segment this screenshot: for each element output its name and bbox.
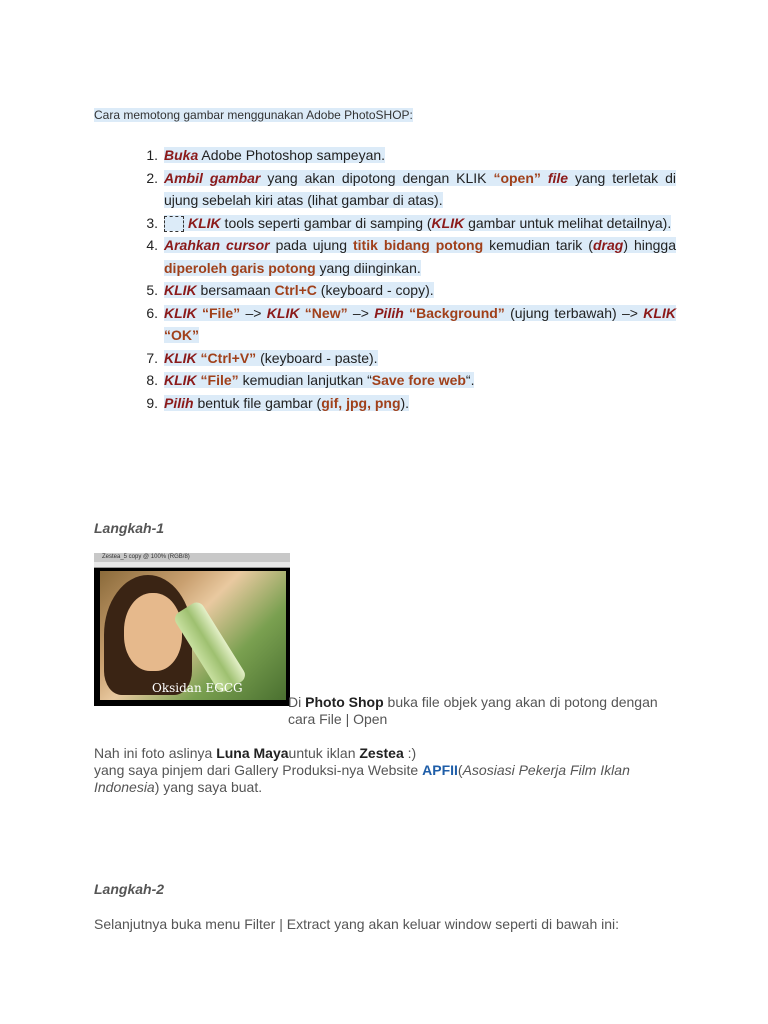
step-text: yang terletak di ujung sebelah kiri atas (lihat gambar di atas). [164, 169, 676, 208]
step-number: 8. [146, 372, 158, 388]
list-item [120, 369, 676, 392]
list-item [120, 392, 676, 415]
list-item [120, 212, 676, 235]
step-keyword: Ctrl+C [274, 282, 317, 298]
step-keyword: KLIK [164, 304, 197, 321]
step-keyword: titik bidang potong [352, 237, 484, 253]
list-item [120, 167, 676, 212]
photo-window-title: Zestea_5 copy @ 100% (RGB/8) [94, 553, 290, 562]
step-number: 9. [146, 394, 158, 411]
step-number: 6. [146, 304, 158, 321]
list-item [120, 144, 676, 167]
text-italic: Asosiasi Pekerja Film Iklan Indonesia [94, 762, 630, 795]
step-keyword: Ambil gambar [164, 169, 261, 186]
step-keyword: “OK” [164, 327, 199, 343]
step-keyword: KLIK [431, 214, 465, 231]
list-item [120, 234, 676, 279]
step-number: 3. [146, 214, 158, 231]
marquee-tool-icon [164, 216, 184, 232]
photo-face [124, 593, 182, 671]
text: Nah ini foto aslinya [94, 745, 217, 761]
step-keyword: “open” [493, 169, 541, 186]
step-number: 7. [146, 349, 158, 366]
step-keyword: KLIK [164, 372, 197, 388]
text-bold: Photo Shop [305, 694, 384, 710]
text-bold: Zestea [359, 745, 404, 761]
step-keyword: Save fore web [371, 372, 466, 388]
step-keyword: Pilih [164, 394, 194, 411]
step-keyword: “New” [299, 304, 348, 321]
step-keyword: KLIK [188, 214, 221, 231]
paragraph-2 [94, 745, 694, 762]
text: :) [403, 745, 417, 761]
step-text: kemudian lanjutkan “ [238, 372, 372, 388]
step-keyword: drag [592, 237, 624, 253]
heading-langkah-2: Langkah-2 [94, 881, 165, 897]
text: untuk iklan [288, 745, 360, 761]
step-keyword: KLIK [164, 282, 197, 298]
step-number: 5. [146, 282, 158, 298]
step-text: Adobe Photoshop sampeyan. [198, 147, 386, 163]
photoshop-screenshot [94, 553, 290, 706]
step-keyword: KLIK [643, 304, 676, 321]
step-text: “. [465, 372, 475, 388]
step-text: (keyboard - copy). [316, 282, 434, 298]
apfii-link[interactable]: APFII [422, 762, 458, 778]
step-keyword: “Ctrl+V” [196, 349, 257, 366]
step-text: bentuk file gambar ( [193, 394, 322, 411]
step-number: 2. [146, 169, 158, 186]
step-keyword: “Background” [403, 304, 505, 321]
step-keyword: KLIK [266, 304, 300, 321]
photo-image [100, 571, 286, 700]
list-item [120, 347, 676, 370]
photo-ruler [94, 562, 290, 568]
text-bold: Luna Maya [216, 745, 289, 761]
step-text: tools seperti gambar di samping ( [220, 214, 432, 231]
heading-langkah-1: Langkah-1 [94, 520, 165, 536]
text: buka file objek yang akan di potong dengan cara File | Open [288, 694, 658, 727]
text: yang saya pinjem dari Gallery Produksi-nya Website [94, 762, 423, 778]
paragraph-3 [94, 762, 684, 796]
step-keyword: Arahkan cursor [164, 237, 270, 253]
step-text: (keyboard - paste). [256, 349, 378, 366]
step-keyword: “File” [196, 304, 241, 321]
step-text: bersamaan [196, 282, 275, 298]
step-keyword: Pilih [374, 304, 404, 321]
step-keyword: Buka [164, 147, 199, 163]
text: ) yang saya buat. [154, 779, 263, 795]
text: ( [457, 762, 463, 778]
list-item [120, 279, 676, 302]
step-text: –> [347, 304, 375, 321]
step-text: yang akan dipotong dengan KLIK [260, 169, 494, 186]
step-keyword: KLIK [164, 349, 197, 366]
step-text: kemudian tarik ( [483, 237, 593, 253]
step-text: pada ujung [269, 237, 353, 253]
photo-caption: Oksidan EGCG [152, 681, 243, 695]
step-keyword: gif, jpg, png [321, 394, 401, 411]
paragraph-4: Selanjutnya buka menu Filter | Extract yang akan keluar window seperti di bawah ini: [94, 916, 620, 932]
step-number: 1. [146, 147, 158, 163]
list-item [120, 302, 676, 347]
step-number: 4. [146, 237, 158, 253]
steps-list [120, 144, 676, 414]
text: Di [288, 694, 306, 710]
step-text: –> [240, 304, 267, 321]
step-keyword: diperoleh garis potong [164, 259, 316, 276]
step-text: ). [400, 394, 410, 411]
step-keyword: file [540, 169, 569, 186]
intro-text: Cara memotong gambar menggunakan Adobe PhotoSHOP: [94, 108, 413, 122]
step-text: ) hingga [623, 237, 677, 253]
step-keyword: “File” [196, 372, 239, 388]
step-text: (ujung terbawah) –> [504, 304, 644, 321]
step-text: yang diinginkan. [315, 259, 421, 276]
step-text: gambar untuk melihat detailnya). [464, 214, 672, 231]
paragraph-1-line-1 [288, 694, 688, 728]
